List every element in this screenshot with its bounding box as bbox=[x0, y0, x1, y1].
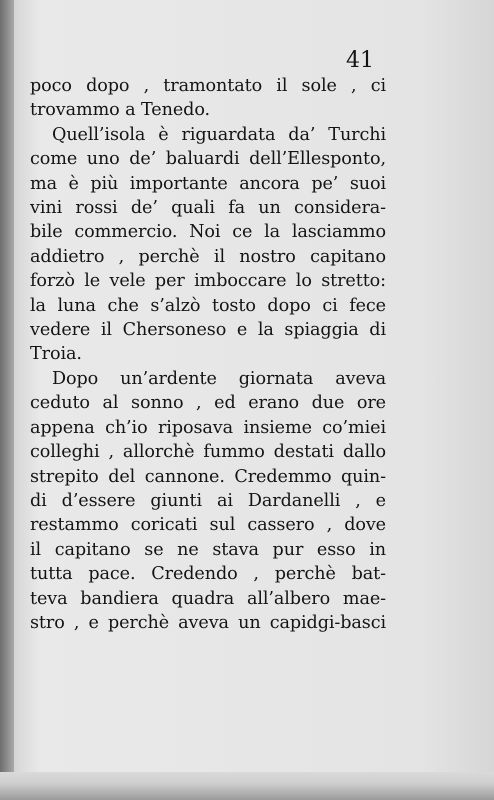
text-line: bile commercio. Noi ce la lasciammo bbox=[30, 222, 386, 243]
page-bottom-edge bbox=[0, 772, 494, 800]
text-line: ceduto al sonno , ed erano due ore bbox=[30, 393, 386, 414]
text-line: appena ch’io riposava insieme co’miei bbox=[30, 417, 386, 438]
text-line: restammo coricati sul cassero , dove bbox=[30, 515, 386, 536]
text-line: Troia. bbox=[30, 344, 82, 365]
text-line: poco dopo , tramontato il sole , ci bbox=[30, 76, 386, 96]
text-line: colleghi , allorchè fummo destati dallo bbox=[30, 442, 386, 463]
text-line: vini rossi de’ quali fa un considera- bbox=[30, 198, 386, 219]
text-line: di d’essere giunti ai Dardanelli , e bbox=[30, 490, 386, 511]
text-line: Dopo un’ardente giornata aveva bbox=[52, 368, 386, 389]
text-line: il capitano se ne stava pur esso in bbox=[30, 539, 386, 560]
text-line: trovammo a Tenedo. bbox=[30, 100, 210, 121]
text-line: addietro , perchè il nostro capitano bbox=[30, 246, 386, 267]
page-number: 41 bbox=[346, 48, 374, 73]
text-line: vedere il Chersoneso e la spiaggia di bbox=[30, 320, 386, 341]
body-text bbox=[30, 74, 386, 635]
text-line: come uno de’ baluardi dell’Ellesponto, bbox=[30, 149, 386, 170]
text-line: Quell’isola è riguardata da’ Turchi bbox=[52, 124, 386, 145]
text-line: tutta pace. Credendo , perchè bat- bbox=[30, 564, 386, 585]
text-line: teva bandiera quadra all’albero mae- bbox=[30, 588, 386, 609]
text-line: strepito del cannone. Credemmo quin- bbox=[30, 466, 386, 487]
text-line: forzò le vele per imboccare lo stretto: bbox=[30, 271, 386, 292]
text-line: ma è più importante ancora pe’ suoi bbox=[30, 173, 386, 194]
text-line: la luna che s’alzò tosto dopo ci fece bbox=[30, 295, 386, 316]
page-spine-shadow bbox=[0, 0, 14, 800]
text-line: stro , e perchè aveva un capidgi-basci bbox=[30, 612, 386, 633]
